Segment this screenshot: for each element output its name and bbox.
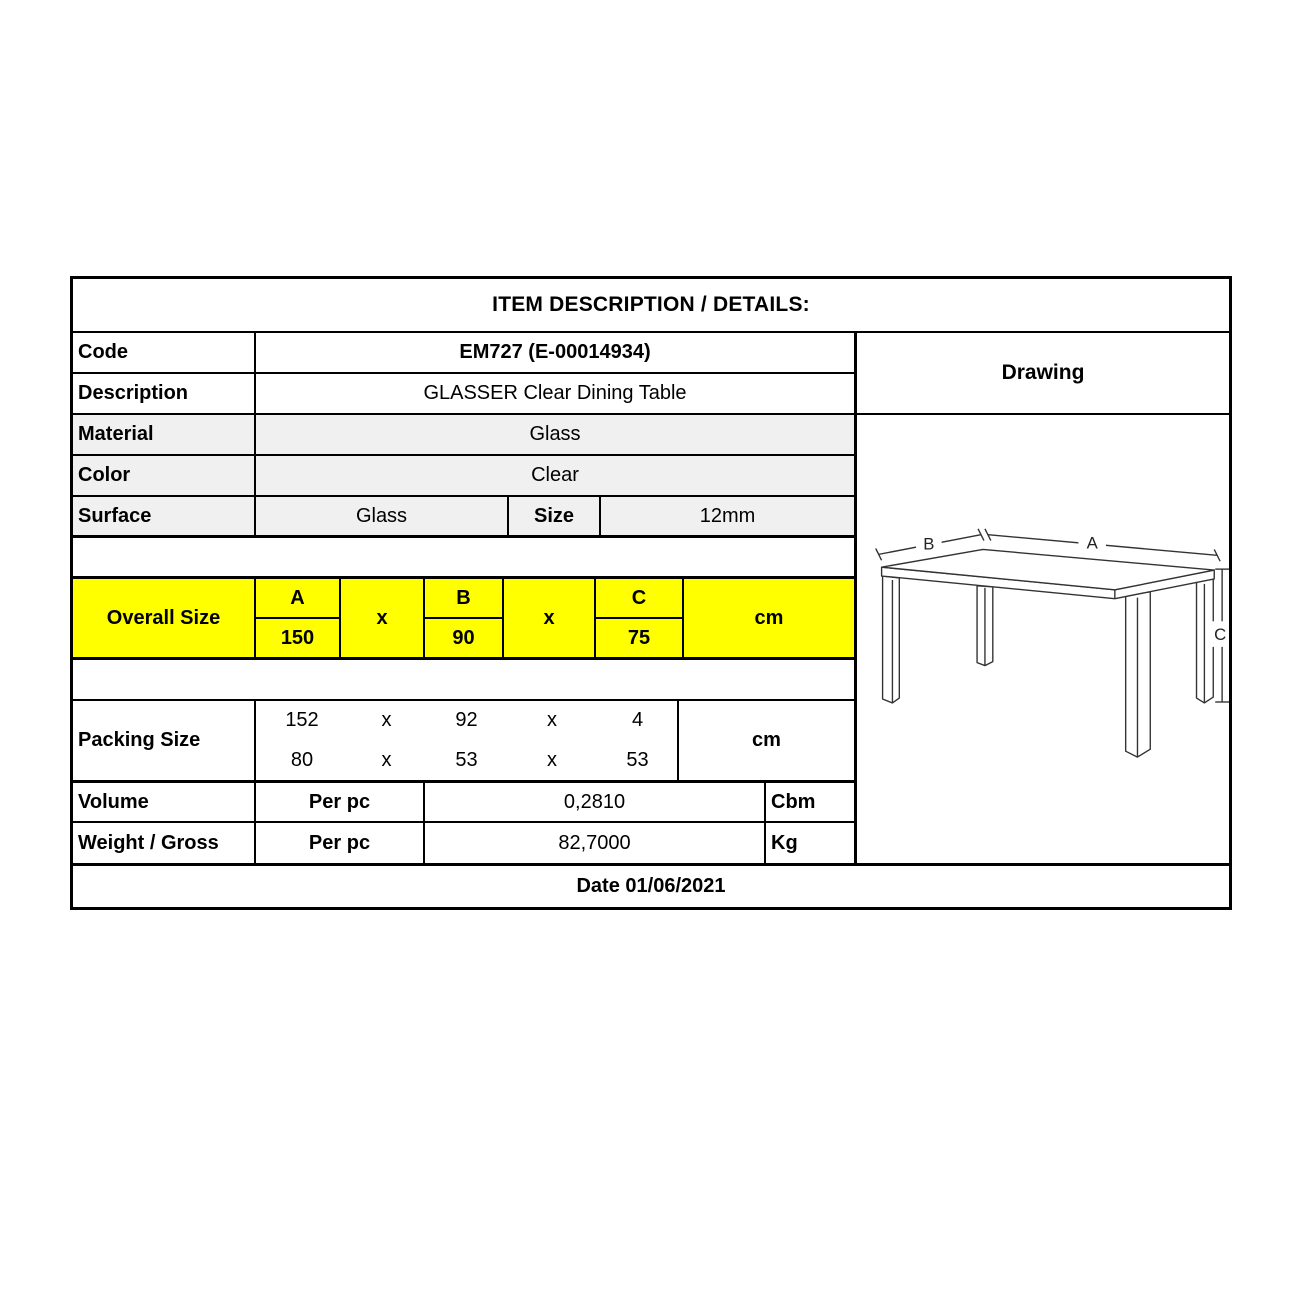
volume-qty: Per pc xyxy=(256,783,425,821)
weight-row xyxy=(73,823,854,863)
material-value: Glass xyxy=(529,423,581,445)
code-value: EM727 (E-00014934) xyxy=(459,341,651,363)
dim-label-a: A xyxy=(1086,533,1098,553)
packing-l1-v1: 152 xyxy=(285,709,319,732)
packing-size-row xyxy=(73,701,854,783)
sheet-title: ITEM DESCRIPTION / DETAILS: xyxy=(73,279,1229,333)
spacer-row xyxy=(73,538,854,579)
surface-label: Surface xyxy=(73,497,256,535)
code-label: Code xyxy=(73,333,256,372)
drawing-column xyxy=(857,333,1229,863)
overall-dim-b xyxy=(425,579,504,657)
table-leg-front-left xyxy=(883,576,900,703)
packing-l2-v2: 53 xyxy=(455,748,478,771)
drawing-area xyxy=(857,415,1229,863)
overall-size-row xyxy=(73,579,854,660)
overall-dim-a-value: 150 xyxy=(280,626,315,649)
packing-size-values xyxy=(256,701,679,780)
overall-dim-c-letter: C xyxy=(596,579,682,619)
sheet-body xyxy=(73,333,1229,866)
surface-size-value: 12mm xyxy=(699,504,756,527)
material-label: Material xyxy=(73,415,256,454)
packing-l1-sep1: x xyxy=(381,709,392,732)
dim-label-b: B xyxy=(923,534,935,554)
table-leg-back-left xyxy=(977,586,993,666)
table-leg-front-right xyxy=(1126,592,1151,757)
overall-dim-c-value: 75 xyxy=(627,626,651,649)
packing-line-2 xyxy=(256,741,677,781)
weight-unit: Kg xyxy=(771,831,798,854)
overall-dim-c xyxy=(596,579,684,657)
packing-l2-v1: 80 xyxy=(290,748,314,771)
packing-size-unit: cm xyxy=(752,729,781,751)
overall-dim-b-value: 90 xyxy=(452,626,475,649)
volume-value: 0,2810 xyxy=(425,783,766,821)
overall-dim-a-letter: A xyxy=(256,579,339,619)
weight-label: Weight / Gross xyxy=(73,823,256,863)
volume-unit: Cbm xyxy=(771,790,816,813)
color-label: Color xyxy=(73,456,256,495)
overall-size-label: Overall Size xyxy=(73,579,256,657)
packing-size-label: Packing Size xyxy=(73,701,256,780)
table-top xyxy=(882,549,1215,598)
packing-l2-v3: 53 xyxy=(626,748,649,771)
color-value: Clear xyxy=(531,464,579,486)
table-drawing-svg xyxy=(857,415,1229,863)
packing-line-1 xyxy=(256,701,677,741)
dim-label-c: C xyxy=(1214,624,1227,644)
packing-l1-sep2: x xyxy=(547,709,557,732)
description-row xyxy=(73,374,854,415)
spec-table xyxy=(73,333,857,863)
packing-l2-sep2: x xyxy=(547,748,557,771)
date-label: Date 01/06/2021 xyxy=(576,875,726,897)
color-row xyxy=(73,456,854,497)
weight-value: 82,7000 xyxy=(425,823,766,863)
spacer-row xyxy=(73,660,854,701)
surface-size-label: Size xyxy=(509,497,601,535)
packing-l1-v2: 92 xyxy=(455,709,478,732)
packing-l2-sep1: x xyxy=(381,748,392,771)
drawing-title: Drawing xyxy=(857,333,1229,415)
overall-dim-b-letter: B xyxy=(425,579,502,619)
overall-sep-1: x xyxy=(341,579,425,657)
spec-sheet xyxy=(70,276,1232,910)
weight-qty: Per pc xyxy=(256,823,425,863)
volume-label: Volume xyxy=(73,783,256,821)
overall-sep-2: x xyxy=(504,579,596,657)
surface-row xyxy=(73,497,854,538)
volume-row xyxy=(73,783,854,823)
overall-dim-a xyxy=(256,579,341,657)
description-label: Description xyxy=(73,374,256,413)
table-leg-back-right xyxy=(1197,579,1214,703)
overall-size-unit: cm xyxy=(754,606,784,629)
material-row xyxy=(73,415,854,456)
code-row xyxy=(73,333,854,374)
packing-l1-v3: 4 xyxy=(631,709,644,732)
description-value: GLASSER Clear Dining Table xyxy=(423,382,687,404)
surface-value: Glass xyxy=(256,497,509,535)
